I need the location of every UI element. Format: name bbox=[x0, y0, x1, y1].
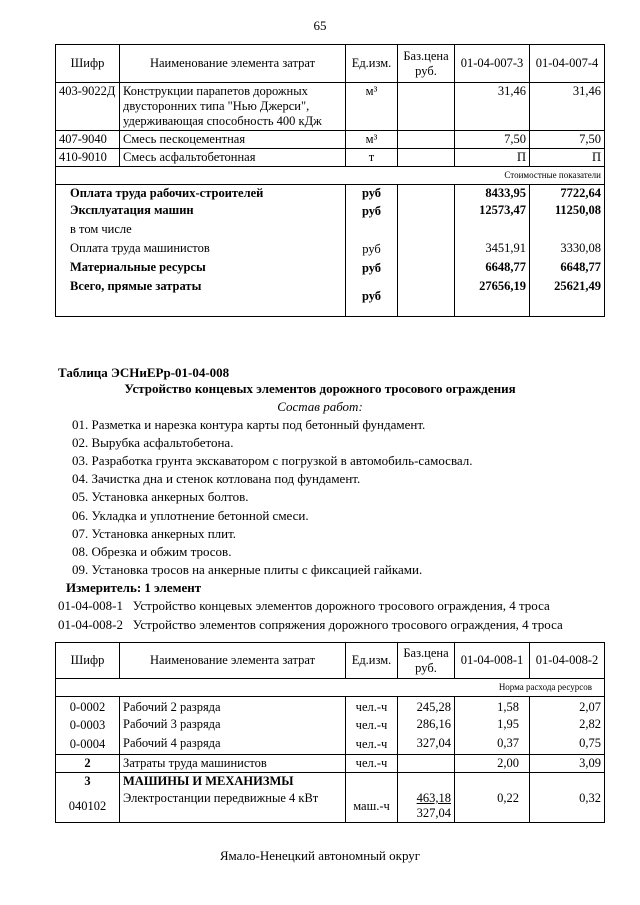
cost-unit bbox=[346, 221, 398, 240]
work-item: 05. Установка анкерных болтов. bbox=[72, 489, 249, 504]
header-unit: Ед.изм. bbox=[346, 643, 398, 679]
work-item: 03. Разработка грунта экскаватором с погрузкой в автомобиль-самосвал. bbox=[72, 453, 473, 468]
row-value-1: П bbox=[455, 149, 530, 167]
row-unit: чел.-ч bbox=[346, 754, 398, 772]
section-label: Стоимостные показатели bbox=[56, 167, 605, 185]
cost-price bbox=[398, 240, 455, 259]
row-unit bbox=[346, 772, 398, 790]
row-unit: чел.-ч bbox=[346, 716, 398, 735]
table-row bbox=[56, 754, 605, 772]
row-price bbox=[398, 790, 455, 823]
table-row bbox=[56, 83, 605, 131]
row-price bbox=[398, 772, 455, 790]
cost-value-1: 8433,95 bbox=[455, 185, 530, 203]
cost-name: Оплата труда рабочих-строителей bbox=[56, 185, 346, 203]
variant-text: Устройство концевых элементов дорожного тросового ограждения, 4 троса bbox=[132, 598, 550, 613]
cost-price bbox=[398, 185, 455, 203]
row-value-2: 2,82 bbox=[530, 716, 605, 735]
cost-value-2: 25621,49 bbox=[530, 278, 605, 316]
row-value-1: 1,95 bbox=[455, 716, 530, 735]
row-value-2: 7,50 bbox=[530, 131, 605, 149]
cost-value-1: 27656,19 bbox=[455, 278, 530, 316]
section-title: Устройство концевых элементов дорожного тросового ограждения bbox=[124, 381, 516, 396]
header-price: Баз.цена руб. bbox=[398, 643, 455, 679]
table-row bbox=[56, 697, 605, 717]
table-row bbox=[56, 149, 605, 167]
cost-value-1: 6648,77 bbox=[455, 259, 530, 278]
header-unit: Ед.изм. bbox=[346, 45, 398, 83]
page-number: 65 bbox=[313, 18, 327, 33]
row-value-1: 2,00 bbox=[455, 754, 530, 772]
row-code: 403-9022Д bbox=[56, 83, 120, 131]
row-price bbox=[398, 754, 455, 772]
row-unit: маш.-ч bbox=[346, 790, 398, 823]
row-name: Смесь асфальтобетонная bbox=[120, 149, 346, 167]
row-name: Рабочий 2 разряда bbox=[120, 697, 346, 717]
row-code: 407-9040 bbox=[56, 131, 120, 149]
resource-table-1 bbox=[55, 44, 605, 317]
variant-row bbox=[58, 617, 563, 633]
row-code: 410-9010 bbox=[56, 149, 120, 167]
header-code: Шифр bbox=[56, 45, 120, 83]
row-value-2: 3,09 bbox=[530, 754, 605, 772]
cost-value-1: 3451,91 bbox=[455, 240, 530, 259]
resource-table-2 bbox=[55, 642, 605, 823]
row-unit: т bbox=[346, 149, 398, 167]
measure-label: Измеритель: 1 элемент bbox=[66, 580, 202, 595]
variant-row bbox=[58, 598, 550, 614]
row-name: Электростанции передвижные 4 кВт bbox=[120, 790, 346, 823]
cost-value-2: 6648,77 bbox=[530, 259, 605, 278]
cost-price bbox=[398, 221, 455, 240]
row-price bbox=[398, 149, 455, 167]
cost-value-2 bbox=[530, 221, 605, 240]
row-value-2: 0,32 bbox=[530, 790, 605, 823]
cost-name: Материальные ресурсы bbox=[56, 259, 346, 278]
row-code: 040102 bbox=[56, 790, 120, 823]
table-row bbox=[56, 772, 605, 790]
work-item: 07. Установка анкерных плит. bbox=[72, 526, 237, 541]
table-row bbox=[56, 735, 605, 754]
cost-value-2: 7722,64 bbox=[530, 185, 605, 203]
row-unit: м³ bbox=[346, 131, 398, 149]
header-col2: 01-04-008-2 bbox=[530, 643, 605, 679]
row-code: 2 bbox=[56, 754, 120, 772]
row-price: 245,28 bbox=[398, 697, 455, 717]
work-item: 01. Разметка и нарезка контура карты под бетонный фундамент. bbox=[72, 417, 426, 432]
row-name: Конструкции парапетов дорожных двусторонних типа "Нью Джерси", удерживающая способность 400 кДж bbox=[120, 83, 346, 131]
header-name: Наименование элемента затрат bbox=[120, 643, 346, 679]
cost-row bbox=[56, 240, 605, 259]
row-price bbox=[398, 83, 455, 131]
work-item: 08. Обрезка и обжим тросов. bbox=[72, 544, 232, 559]
row-name: Рабочий 4 разряда bbox=[120, 735, 346, 754]
cost-price bbox=[398, 278, 455, 316]
table-label: Таблица ЭСНиЕРр-01-04-008 bbox=[58, 365, 230, 380]
footer-text: Ямало-Ненецкий автономный округ bbox=[219, 848, 421, 863]
price-top: 463,18 bbox=[416, 791, 451, 805]
variant-text: Устройство элементов сопряжения дорожного тросового ограждения, 4 троса bbox=[132, 617, 563, 632]
cost-row bbox=[56, 221, 605, 240]
row-value-2 bbox=[530, 772, 605, 790]
row-value-1: 0,37 bbox=[455, 735, 530, 754]
row-code: 0-0004 bbox=[56, 735, 120, 754]
row-code: 0-0003 bbox=[56, 716, 120, 735]
row-code: 0-0002 bbox=[56, 697, 120, 717]
row-unit: чел.-ч bbox=[346, 697, 398, 717]
cost-unit: руб bbox=[346, 259, 398, 278]
row-value-2: П bbox=[530, 149, 605, 167]
row-value-2: 2,07 bbox=[530, 697, 605, 717]
header-code: Шифр bbox=[56, 643, 120, 679]
cost-name: Всего, прямые затраты bbox=[56, 278, 346, 316]
cost-price bbox=[398, 202, 455, 221]
variant-code: 01-04-008-1 bbox=[58, 598, 123, 613]
cost-name: Эксплуатация машин bbox=[56, 202, 346, 221]
cost-unit: руб bbox=[346, 202, 398, 221]
row-value-1: 7,50 bbox=[455, 131, 530, 149]
work-item: 09. Установка тросов на анкерные плиты с фиксацией гайками. bbox=[72, 562, 423, 577]
row-unit: чел.-ч bbox=[346, 735, 398, 754]
row-name: Затраты труда машинистов bbox=[120, 754, 346, 772]
variant-code: 01-04-008-2 bbox=[58, 617, 123, 632]
table-row bbox=[56, 790, 605, 823]
header-col1: 01-04-007-3 bbox=[455, 45, 530, 83]
cost-row bbox=[56, 185, 605, 203]
row-name: МАШИНЫ И МЕХАНИЗМЫ bbox=[120, 772, 346, 790]
cost-unit: руб bbox=[346, 278, 398, 316]
cost-value-1 bbox=[455, 221, 530, 240]
cost-row bbox=[56, 278, 605, 316]
header-col2: 01-04-007-4 bbox=[530, 45, 605, 83]
row-name: Смесь пескоцементная bbox=[120, 131, 346, 149]
cost-value-2: 11250,08 bbox=[530, 202, 605, 221]
row-value-2: 31,46 bbox=[530, 83, 605, 131]
section-label: Норма расхода ресурсов bbox=[56, 679, 605, 697]
row-code: 3 bbox=[56, 772, 120, 790]
price-bottom: 327,04 bbox=[416, 806, 451, 820]
cost-value-2: 3330,08 bbox=[530, 240, 605, 259]
work-item: 06. Укладка и уплотнение бетонной смеси. bbox=[72, 508, 309, 523]
row-value-1 bbox=[455, 772, 530, 790]
work-item: 02. Вырубка асфальтобетона. bbox=[72, 435, 234, 450]
row-value-2: 0,75 bbox=[530, 735, 605, 754]
header-price: Баз.цена руб. bbox=[398, 45, 455, 83]
row-price: 286,16 bbox=[398, 716, 455, 735]
row-price: 327,04 bbox=[398, 735, 455, 754]
table-row bbox=[56, 131, 605, 149]
cost-unit: руб bbox=[346, 185, 398, 203]
header-col1: 01-04-008-1 bbox=[455, 643, 530, 679]
table-row bbox=[56, 716, 605, 735]
work-item: 04. Зачистка дна и стенок котлована под фундамент. bbox=[72, 471, 361, 486]
cost-unit: руб bbox=[346, 240, 398, 259]
row-value-1: 31,46 bbox=[455, 83, 530, 131]
row-unit: м³ bbox=[346, 83, 398, 131]
cost-value-1: 12573,47 bbox=[455, 202, 530, 221]
row-price bbox=[398, 131, 455, 149]
row-value-1: 1,58 bbox=[455, 697, 530, 717]
row-value-1: 0,22 bbox=[455, 790, 530, 823]
row-name: Рабочий 3 разряда bbox=[120, 716, 346, 735]
cost-name: Оплата труда машинистов bbox=[56, 240, 346, 259]
cost-price bbox=[398, 259, 455, 278]
cost-row bbox=[56, 259, 605, 278]
header-name: Наименование элемента затрат bbox=[120, 45, 346, 83]
section-subtitle: Состав работ: bbox=[277, 399, 363, 414]
cost-row bbox=[56, 202, 605, 221]
cost-name: в том числе bbox=[56, 221, 346, 240]
